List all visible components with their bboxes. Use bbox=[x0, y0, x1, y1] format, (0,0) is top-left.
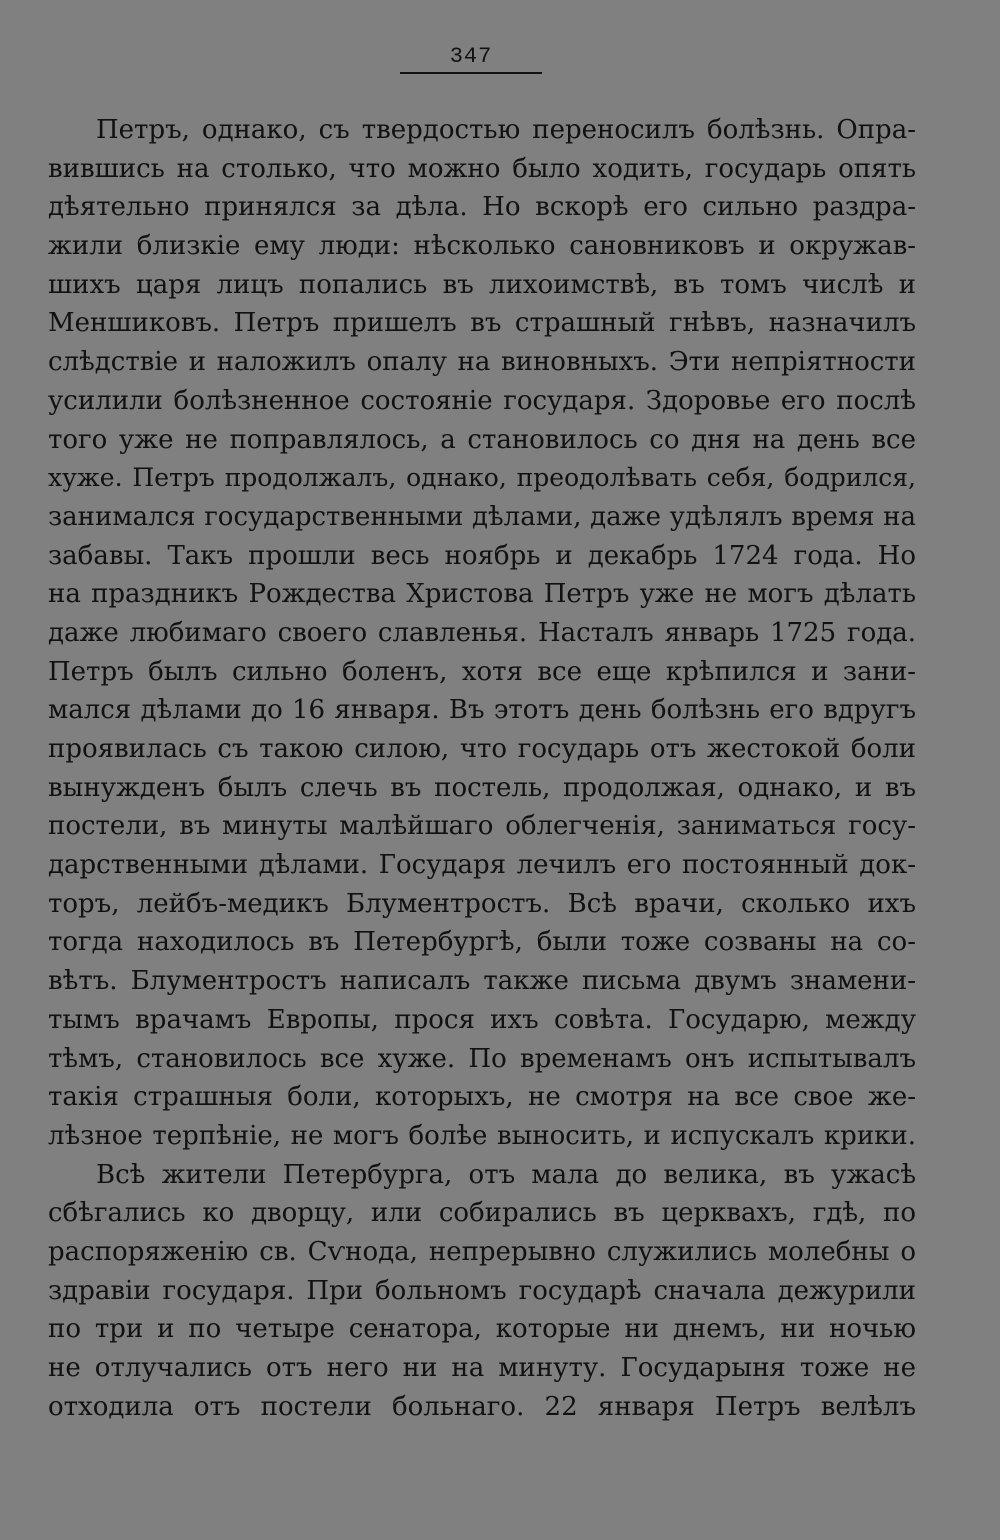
text-line: отходила отъ постели больнаго. 22 января Петръ велѣлъ bbox=[48, 1391, 916, 1422]
text-line: жили близкіе ему люди: нѣсколько сановниковъ и окружав- bbox=[48, 231, 916, 262]
text-line: тымъ врачамъ Европы, прося ихъ совѣта. Государю, между bbox=[48, 1004, 916, 1035]
text-line: занимался государственными дѣлами, даже удѣлялъ время на bbox=[48, 501, 916, 532]
text-line: Петръ, однако, съ твердостью переносилъ болѣзнь. Опра- bbox=[96, 115, 916, 145]
text-line: сбѣгались ко дворцу, или собирались въ церквахъ, гдѣ, по bbox=[48, 1198, 916, 1229]
text-line: лѣзное терпѣніе, не могъ болѣе выносить, и испускалъ крики. bbox=[48, 1120, 916, 1151]
text-line: Всѣ жители Петербурга, отъ мала до велика, въ ужасѣ bbox=[96, 1159, 916, 1190]
page-number: 347 bbox=[449, 44, 493, 69]
text-line: на праздникъ Рождества Христова Петръ уже не могъ дѣлать bbox=[48, 579, 916, 610]
text-line: дѣятельно принялся за дѣла. Но вскорѣ его сильно раздра- bbox=[48, 192, 916, 223]
text-line: здравіи государя. При больномъ государѣ сначала дежурили bbox=[48, 1275, 916, 1306]
text-line: хуже. Петръ продолжалъ, однако, преодолѣвать себя, бодрился, bbox=[48, 463, 916, 493]
text-line: слѣдствіе и наложилъ опалу на виновныхъ. Эти непріятности bbox=[48, 347, 916, 378]
text-line: распоряженію св. Сѵнода, непрерывно служились молебны о bbox=[48, 1236, 916, 1267]
text-line: Петръ былъ сильно боленъ, хотя все еще крѣпился и зани- bbox=[48, 656, 916, 687]
text-line: мался дѣлами до 16 января. Въ этотъ день болѣзнь его вдругъ bbox=[48, 695, 916, 726]
text-line: вившись на столько, что можно было ходить, государь опять bbox=[48, 153, 916, 184]
text-line: вынужденъ былъ слечь въ постель, продолжая, однако, и въ bbox=[48, 772, 916, 803]
page-number-rule bbox=[400, 72, 542, 74]
text-line: не отлучались отъ него ни на минуту. Государыня тоже не bbox=[48, 1353, 916, 1383]
text-line: забавы. Такъ прошли весь ноябрь и декабрь 1724 года. Но bbox=[48, 540, 916, 571]
text-line: по три и по четыре сенатора, которые ни днемъ, ни ночью bbox=[48, 1314, 916, 1345]
paragraph bbox=[48, 1156, 916, 1427]
text-line: дарственными дѣлами. Государя лечилъ его постоянный док- bbox=[48, 850, 916, 881]
text-line: усилили болѣзненное состояніе государя. Здоровье его послѣ bbox=[48, 385, 916, 416]
text-line: постели, въ минуты малѣйшаго облегченія, заниматься госу- bbox=[48, 811, 916, 842]
text-line: проявилась съ такою силою, что государь отъ жестокой боли bbox=[48, 734, 916, 764]
text-line: того уже не поправлялось, а становилось со дня на день все bbox=[48, 424, 916, 455]
page-text bbox=[48, 111, 916, 1426]
text-line: шихъ царя лицъ попались въ лихоимствѣ, въ томъ числѣ и bbox=[48, 269, 916, 300]
text-line: торъ, лейбъ-медикъ Блументростъ. Всѣ врачи, сколько ихъ bbox=[48, 888, 916, 919]
text-line: такія страшныя боли, которыхъ, не смотря на все свое же- bbox=[48, 1082, 916, 1113]
text-line: тѣмъ, становилось все хуже. По временамъ онъ испытывалъ bbox=[48, 1043, 916, 1074]
paragraph bbox=[48, 111, 916, 1156]
text-line: вѣтъ. Блументростъ написалъ также письма двумъ знамени- bbox=[48, 966, 916, 997]
text-line: Меншиковъ. Петръ пришелъ въ страшный гнѣвъ, назначилъ bbox=[48, 308, 916, 339]
text-line: даже любимаго своего славленья. Насталъ январь 1725 года. bbox=[48, 617, 916, 648]
text-line: тогда находилось въ Петербургѣ, были тоже созваны на со- bbox=[48, 927, 916, 958]
